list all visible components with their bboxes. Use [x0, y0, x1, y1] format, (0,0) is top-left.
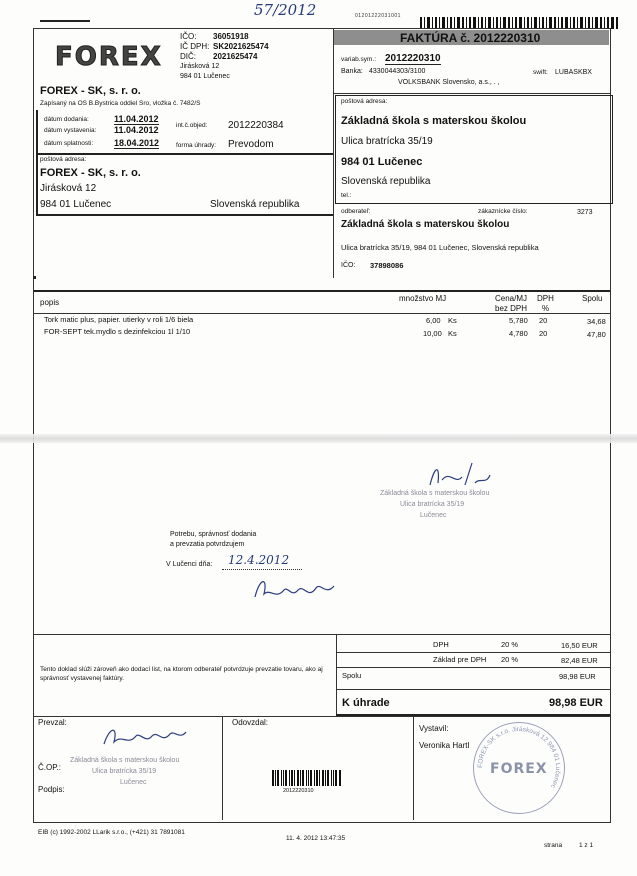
supplier-street: Jirásková 12 — [180, 63, 220, 70]
recipient-postal-name: Základná škola s materskou školou — [341, 115, 527, 127]
items-header-bottom — [34, 313, 610, 314]
item-unit-price: 4,780 — [509, 329, 528, 338]
col-vat-2: % — [542, 304, 550, 313]
payment-method-label: forma úhrady: — [176, 142, 217, 149]
vat-label: DPH — [433, 640, 449, 649]
item-total: 34,68 — [587, 317, 606, 326]
confirmation-line1: Potrebu, správnosť dodania — [170, 531, 257, 538]
customer-stamp-line1: Základná škola s materskou školou — [380, 490, 490, 497]
base-label: Základ pre DPH — [433, 655, 487, 664]
supplier-postal-city: 984 01 Lučenec — [40, 199, 112, 210]
received-stamp-line2: Ulica bratrícka 35/19 — [92, 768, 157, 775]
confirmation-date: 12.4.2012 — [228, 553, 290, 567]
recipient-postal-label: poštová adresa: — [341, 98, 388, 105]
totals-divider — [336, 634, 337, 716]
vat-rate: 20 % — [501, 640, 519, 649]
supplier-postal-bottom — [36, 214, 333, 216]
supplier-city: 984 01 Lučenec — [180, 73, 230, 80]
received-label: Prevzal: — [38, 718, 67, 727]
vat-amount: 16,50 EUR — [561, 641, 598, 650]
col-unit-price-1: Cena/MJ — [495, 294, 528, 303]
customer-label: odberateľ: — [341, 208, 371, 215]
confirmation-signature — [250, 572, 340, 607]
customer-number-label: zákaznícke číslo: — [478, 208, 528, 215]
payment-method: Prevodom — [228, 139, 274, 150]
handwritten-number: 57/2012 — [254, 1, 317, 19]
issue-date: 11.04.2012 — [114, 125, 159, 135]
amount-due-label: K úhrade — [342, 697, 390, 709]
supplier-ico-label: IČO: — [180, 32, 197, 41]
item-quantity: 6,00 — [426, 316, 441, 325]
sig-divider-1 — [222, 716, 223, 820]
order-number: 2012220384 — [228, 120, 284, 131]
invoice-title: FAKTÚRA č. 2012220310 — [400, 31, 541, 45]
item-description: FOR-SEPT tek.mydlo s dezinfekciou 1l 1/10 — [44, 327, 191, 336]
line-under-dates — [36, 153, 333, 155]
delivery-date: 11.04.2012 — [114, 114, 159, 124]
varsym-label: variab.sym.: — [341, 56, 377, 63]
col-total: Spolu — [582, 294, 603, 303]
supplier-register: Zapísaný na OS B.Bystrica oddiel Sro, vložka č. 7482/S — [40, 100, 201, 107]
forex-logo: FOREX — [55, 42, 163, 72]
amount-due: 98,98 EUR — [549, 697, 603, 709]
footer-page-label: strana — [544, 842, 563, 849]
item-quantity: 10,00 — [423, 329, 442, 338]
header-divider — [333, 28, 334, 278]
col-description: popis — [40, 298, 60, 307]
signature-label: Podpis: — [38, 785, 65, 794]
swift-label: swift: — [533, 69, 548, 76]
footer-software: EIB (c) 1992-2002 LLarik s.r.o., (+421) 31 7891081 — [38, 829, 185, 836]
totals-top — [34, 634, 610, 635]
bank-account-label: Banka: — [341, 68, 363, 75]
bank-account: 4330044303/3100 — [369, 68, 426, 75]
swift: LUBASKBX — [555, 69, 592, 76]
recipient-postal-country: Slovenská republika — [341, 176, 431, 187]
customer-signature-mark — [420, 455, 500, 495]
received-signature — [100, 722, 190, 752]
base-amount: 82,48 EUR — [561, 656, 598, 665]
handed-label: Odovzdal: — [232, 718, 269, 727]
item-vat: 20 — [539, 316, 548, 325]
confirmation-place-label: V Lučenci dňa: — [166, 561, 213, 568]
svg-text:FOREX-SK s.r.o. Jirásková 12 9 — [477, 726, 561, 790]
supplier-dic-label: DIČ: — [180, 52, 196, 61]
top-left-mark — [40, 20, 90, 22]
supplier-postal-country: Slovenská republika — [210, 199, 300, 210]
signatures-top — [34, 716, 610, 717]
customer-stamp-line3: Lučenec — [420, 512, 447, 519]
issue-date-label: dátum vystavenia: — [44, 127, 97, 134]
recipient-postal-box — [335, 95, 613, 204]
customer-number: 3273 — [577, 209, 593, 216]
bank-name: VOLKSBANK Slovensko, a.s., . , — [398, 79, 500, 86]
supplier-postal-label: poštová adresa: — [40, 156, 87, 163]
item-unit-price: 5,780 — [509, 316, 528, 325]
item-unit: Ks — [448, 329, 457, 338]
customer-ico-label: IČO: — [341, 262, 356, 269]
total-amount: 98,98 EUR — [559, 672, 596, 681]
bottom-barcode-text: 2012220310 — [283, 788, 314, 794]
order-number-label: int.č.objed: — [176, 122, 208, 129]
item-total: 47,80 — [587, 330, 606, 339]
supplier-icdph: SK2021625474 — [213, 42, 269, 51]
supplier-ico: 36051918 — [213, 32, 249, 41]
supplier-postal-name: FOREX - SK, s. r. o. — [40, 167, 141, 179]
confirmation-date-line — [222, 569, 302, 570]
supplier-name: FOREX - SK, s. r. o. — [40, 85, 141, 97]
recipient-postal-street: Ulica bratrícka 35/19 — [341, 136, 433, 147]
due-date: 18.04.2012 — [114, 138, 160, 148]
issued-by: Veronika Hartl — [419, 741, 470, 750]
recipient-tel-label: tel.: — [341, 192, 352, 199]
delivery-note: Tento doklad slúži zároveň ako dodací list, na ktorom odberateľ potvrdzuje prevzatie tovaru, ako aj správnosť vystavenej faktúry. — [40, 666, 323, 682]
footer-page: 1 z 1 — [579, 842, 594, 849]
customer-ico: 37898086 — [370, 261, 404, 270]
delivery-date-label: dátum dodania: — [44, 116, 89, 123]
line-under-total — [336, 689, 610, 690]
supplier-dic: 2021625474 — [213, 52, 258, 61]
line-under-vat — [336, 652, 610, 653]
customer-address: Ulica bratrícka 35/19, 984 01 Lučenec, Slovenská republika — [341, 243, 539, 252]
total-label: Spolu — [342, 671, 362, 680]
line-under-bank — [333, 93, 610, 94]
scan-artifact — [0, 434, 637, 443]
received-stamp-line3: Lučenec — [120, 779, 147, 786]
dates-left-edge — [36, 110, 38, 214]
supplier-postal-street: Jirásková 12 — [40, 183, 97, 194]
op-label: Č.OP.: — [38, 763, 61, 772]
item-description: Tork matic plus, papier. utierky v roli 1/6 biela — [44, 315, 194, 324]
col-unit-price-2: bez DPH — [495, 304, 528, 313]
supplier-stamp-ring-text: FOREX-SK s.r.o. Jirásková 12 984 01 Lučenec — [476, 725, 562, 790]
confirmation-line2: a prevzatia potvrdzujem — [170, 541, 245, 548]
issued-label: Vystavil: — [419, 724, 449, 733]
received-stamp-line1: Základná škola s materskou školou — [70, 757, 180, 764]
col-vat-1: DPH — [537, 294, 554, 303]
line-under-base — [336, 667, 610, 668]
bottom-barcode — [272, 770, 342, 786]
supplier-icdph-label: IČ DPH: — [180, 42, 210, 51]
recipient-postal-city: 984 01 Lučenec — [341, 156, 423, 168]
col-quantity: množstvo MJ — [399, 294, 447, 303]
supplier-stamp-logo: FOREX — [490, 761, 548, 777]
sig-divider-2 — [413, 716, 414, 820]
due-date-label: dátum splatnosti: — [44, 140, 94, 147]
items-header-top — [34, 290, 610, 292]
footer-timestamp: 11. 4. 2012 13:47:35 — [286, 835, 346, 842]
header-code: 01201222031001 — [355, 13, 401, 19]
customer-name: Základná škola s materskou školou — [341, 219, 510, 230]
item-vat: 20 — [539, 329, 548, 338]
base-rate: 20 % — [501, 655, 519, 664]
varsym: 2012220310 — [385, 53, 441, 64]
customer-stamp-line2: Ulica bratrícka 35/19 — [400, 501, 465, 508]
left-edge-mark — [33, 276, 36, 279]
item-unit: Ks — [448, 316, 457, 325]
